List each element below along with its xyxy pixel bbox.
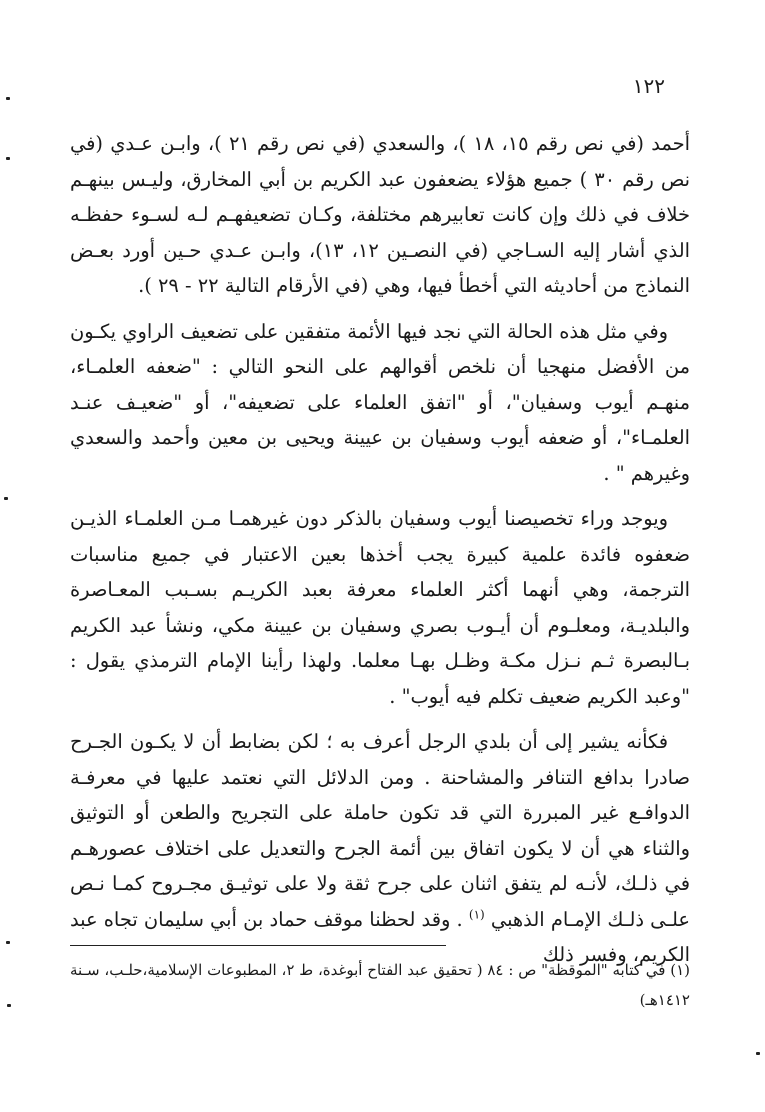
footnote: (١) في كتابه "الموقظة" ص : ٨٤ ( تحقيق عبد الفتاح أبوغدة، ط ٢، المطبوعات الإسلامية،حلـب، سـنة ١٤١٢هـ): [70, 961, 691, 1009]
scan-speck: [6, 97, 10, 100]
page-number: ١٢٢: [632, 74, 665, 98]
paragraph-3-text: ويوجد وراء تخصيصنا أيوب وسفيان بالذكر دون غيرهمـا مـن العلمـاء الذيـن ضعفوه فائدة علمية كبيرة يجب أخذها بعين الاعتبار في جميع مناسبات الترجمة، وهي أنهما أكثر العلماء معرفة بعبد الكريـم بسـبب المعـاصرة والبلديـة، ومعلـوم أن أيـوب بصري وسفيان بن عيينة مكي، ونشأ عبد الكريم بـالبصرة ثـم نـزل مكـة وظـل بهـا معلما. ولهذا رأينا الإمام الترمذي يقول : "وعبد الكريم ضعيف تكلم فيه أيوب" .: [70, 507, 690, 708]
footnote-marker: (١): [468, 907, 485, 922]
main-text: [70, 126, 690, 983]
scan-speck: [6, 941, 10, 944]
scan-speck: [4, 497, 8, 500]
paragraph-1: [70, 126, 690, 304]
paragraph-4: [70, 724, 690, 973]
scan-speck: [756, 1052, 760, 1055]
paragraph-2: [70, 314, 690, 492]
paragraph-4-tail: . وقد لحظنا موقف حماد بن أبي سليمان تجاه عبد الكريم، وفسر ذلك: [70, 907, 690, 966]
footnote-divider: [70, 945, 446, 946]
paragraph-3: [70, 501, 690, 714]
scan-speck: [7, 1004, 11, 1007]
paragraph-4-text: فكأنه يشير إلى أن بلدي الرجل أعرف به ؛ لكن بضابط أن لا يكـون الجـرح صادرا بدافع التنافر والمشاحنة . ومن الدلائل التي نعتمد عليها في معرفـة الدوافـع غير المبررة التي قد تكون حاملة على التجريح والطعن أو التوثيق والثناء هي أن لا يكون اتفاق بين أئمة الجرح والتعديل على اختلاف عصورهـم في ذلـك، لأنـه لم يتفق اثنان على جرح ثقة ولا على توثيـق مجـروح كمـا نـص علـى ذلـك الإمـام الذهبي: [70, 730, 690, 931]
paragraph-1-text: أحمد (في نص رقم ١٥، ١٨ )، والسعدي (في نص رقم ٢١ )، وابـن عـدي (في نص رقم ٣٠ ) جميع هؤلاء يضعفون عبد الكريم بن أبي المخارق، وليـس بينهـم خلاف في ذلك وإن كانت تعابيرهم مختلفة، وكـان تضعيفهـم لـه لسـوء حفظـه الذي أشار إليه السـاجي (في النصـين ١٢، ١٣)، وابـن عـدي حـين أورد بعـض النماذج من أحاديثه التي أخطأ فيها، وهي (في الأرقام التالية ٢٢ - ٢٩ ).: [70, 132, 690, 297]
scan-speck: [6, 157, 10, 160]
paragraph-2-text: وفي مثل هذه الحالة التي نجد فيها الأئمة متفقين على تضعيف الراوي يكـون من الأفضل منهجيا أن نلخص أقوالهم على النحو التالي : "ضعفه العلمـاء، منهـم أيوب وسفيان"، أو "اتفق العلماء على تضعيفه"، أو "ضعيـف عنـد العلمـاء"، أو ضعفه أيوب وسفيان بن عيينة ويحيى بن معين وأحمد والسعدي وغيرهم " .: [70, 319, 690, 485]
